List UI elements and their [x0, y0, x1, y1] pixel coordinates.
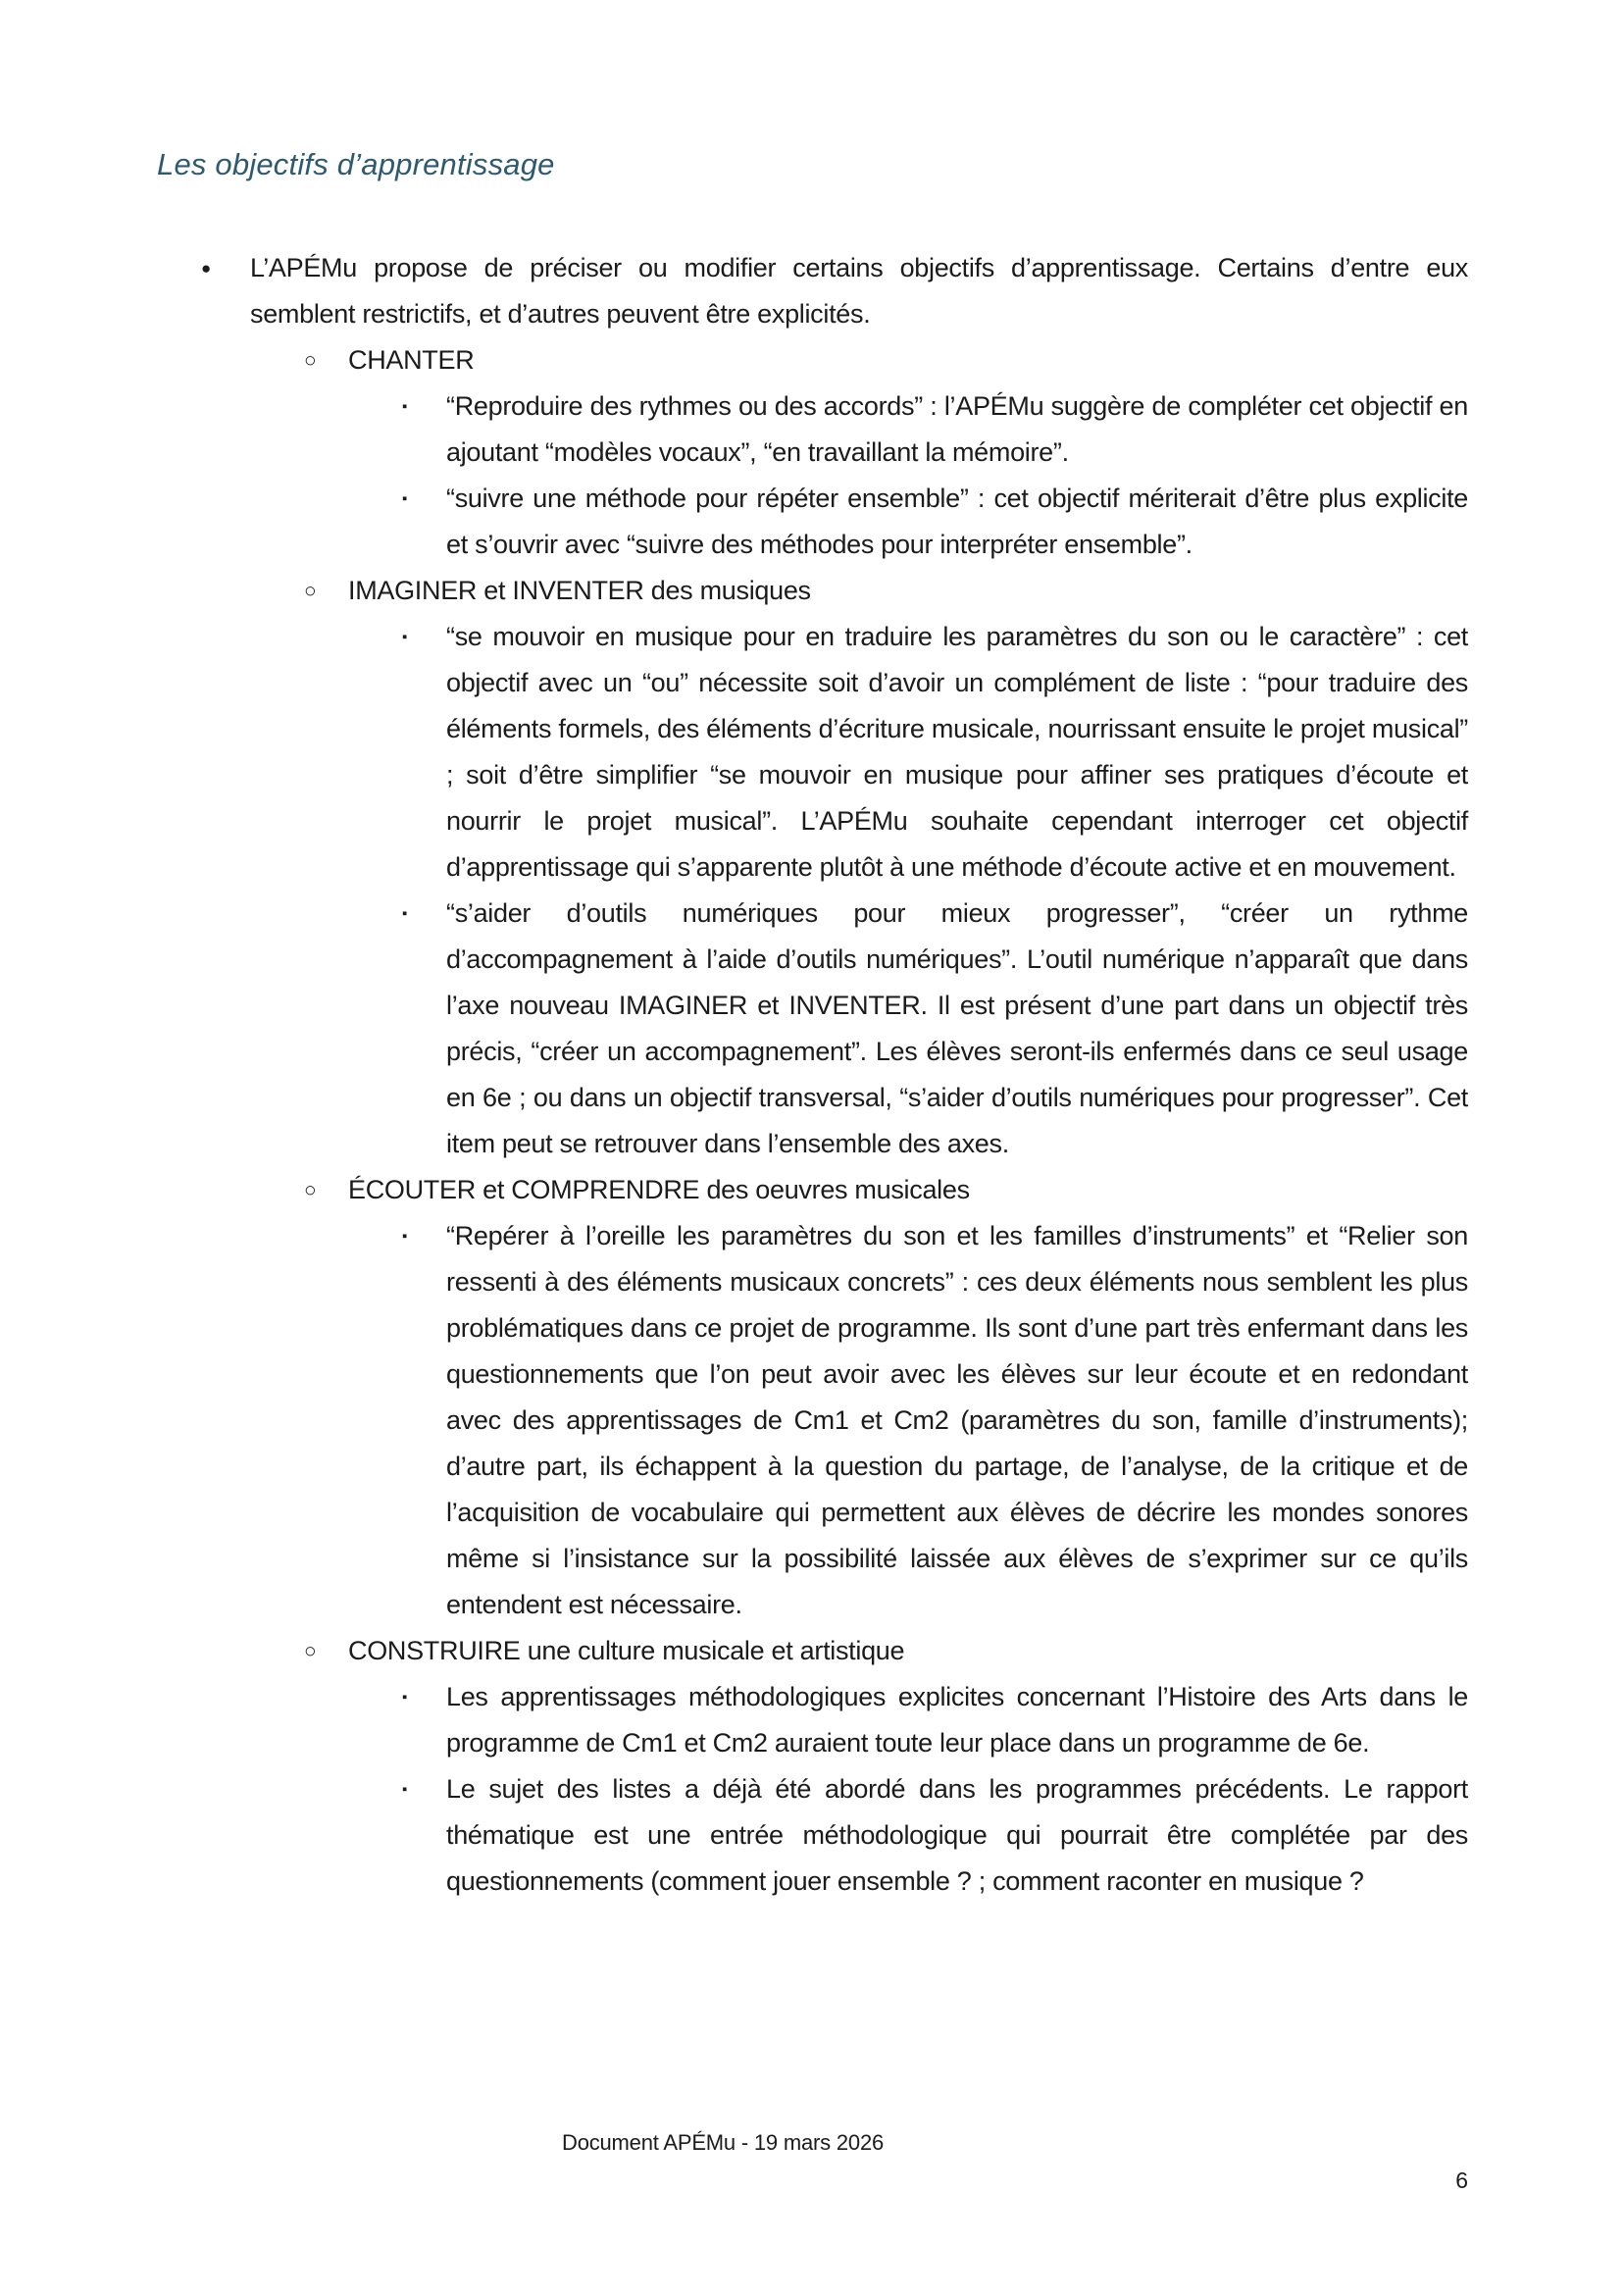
footer-text: Document APÉMu - 19 mars 2026: [562, 2130, 885, 2155]
bullet-circle-icon: ○: [304, 349, 317, 372]
list-item: [157, 1674, 1468, 1766]
ecouter-item-1: “Repérer à l’oreille les paramètres du son et les familles d’instruments” et “Relier son ressenti à des éléments musicaux concrets” : ces deux éléments nous semblent les plus problématiques dans ce projet de programme. Ils sont d’une part très enfermant dans les questionnements que l’on peut avoir avec les élèves sur leur écoute et en redondant avec des apprentissages de Cm1 et Cm2 (paramètres du son, famille d’instruments); d’autre part, ils échappent à la question du partage, de l’analyse, de la critique et de l’acquisition de vocabulaire qui permettent aux élèves de décrire les mondes sonores même si l’insistance sur la possibilité laissée aux élèves de s’exprimer sur ce qu’ils entendent est nécessaire.: [446, 1221, 1468, 1619]
imaginer-item-1: “se mouvoir en musique pour en traduire les paramètres du son ou le caractère” : cet objectif avec un “ou” nécessite soit d’avoir un complément de liste : “pour traduire des éléments formels, des éléments d’écriture musicale, nourrissant ensuite le projet musical” ; soit d’être simplifier “se mouvoir en musique pour affiner ses pratiques d’écoute et nourrir le projet musical”. L’APÉMu souhaite cependant interroger cet objectif d’apprentissage qui s’apparente plutôt à une méthode d’écoute active et en mouvement.: [446, 622, 1468, 882]
list-item: [157, 891, 1468, 1167]
construire-item-1: Les apprentissages méthodologiques explicites concernant l’Histoire des Arts dans le programme de Cm1 et Cm2 auraient toute leur place dans un programme de 6e.: [446, 1682, 1468, 1758]
bullet-circle-icon: ○: [304, 1640, 317, 1662]
chanter-item-2: “suivre une méthode pour répéter ensemble” : cet objectif mériterait d’être plus explicite et s’ouvrir avec “suivre des méthodes pour interpréter ensemble”.: [446, 484, 1468, 559]
list-item: [157, 337, 1468, 383]
construire-item-2: Le sujet des listes a déjà été abordé dans les programmes précédents. Le rapport thématique est une entrée méthodologique qui pourrait être complétée par des questionnements (comment jouer ensemble ? ; comment raconter en musique ?: [446, 1774, 1468, 1896]
list-item: [157, 245, 1468, 337]
bullet-square-icon: ▪: [402, 1228, 408, 1245]
list-item: [157, 1766, 1468, 1905]
bullet-disc-icon: ●: [201, 259, 212, 278]
list-item: [157, 614, 1468, 891]
bullet-square-icon: ▪: [402, 905, 408, 922]
bullet-square-icon: ▪: [402, 490, 408, 507]
intro-paragraph: L’APÉMu propose de préciser ou modifier certains objectifs d’apprentissage. Certains d’entre eux semblent restrictifs, et d’autres peuvent être explicités.: [250, 253, 1468, 329]
page-number: 6: [1455, 2167, 1468, 2193]
bullet-circle-icon: ○: [304, 1179, 317, 1201]
bullet-square-icon: ▪: [402, 1689, 408, 1706]
list-item: [157, 1167, 1468, 1213]
list-item: [157, 476, 1468, 568]
bullet-square-icon: ▪: [402, 629, 408, 645]
document-body: [157, 147, 1468, 1905]
page-title: Les objectifs d’apprentissage: [157, 147, 555, 181]
list-item: [157, 568, 1468, 614]
bullet-square-icon: ▪: [402, 1781, 408, 1798]
imaginer-item-2: “s’aider d’outils numériques pour mieux progresser”, “créer un rythme d’accompagnement à l’aide d’outils numériques”. L’outil numérique n’apparaît que dans l’axe nouveau IMAGINER et INVENTER. Il est présent d’une part dans un objectif très précis, “créer un accompagnement”. Les élèves seront-ils enfermés dans ce seul usage en 6e ; ou dans un objectif transversal, “s’aider d’outils numériques pour progresser”. Cet item peut se retrouver dans l’ensemble des axes.: [446, 898, 1468, 1158]
section-title-ecouter: ÉCOUTER et COMPRENDRE des oeuvres musicales: [348, 1175, 970, 1204]
bullet-square-icon: ▪: [402, 398, 408, 415]
bullet-circle-icon: ○: [304, 580, 317, 602]
chanter-item-1: “Reproduire des rythmes ou des accords” : l’APÉMu suggère de compléter cet objectif en ajoutant “modèles vocaux”, “en travaillant la mémoire”.: [446, 391, 1468, 467]
list-item: [157, 1628, 1468, 1674]
list-item: [157, 1213, 1468, 1628]
section-title-imaginer: IMAGINER et INVENTER des musiques: [348, 576, 811, 605]
section-title-chanter: CHANTER: [348, 345, 475, 375]
section-title-construire: CONSTRUIRE une culture musicale et artistique: [348, 1636, 905, 1665]
list-item: [157, 383, 1468, 476]
